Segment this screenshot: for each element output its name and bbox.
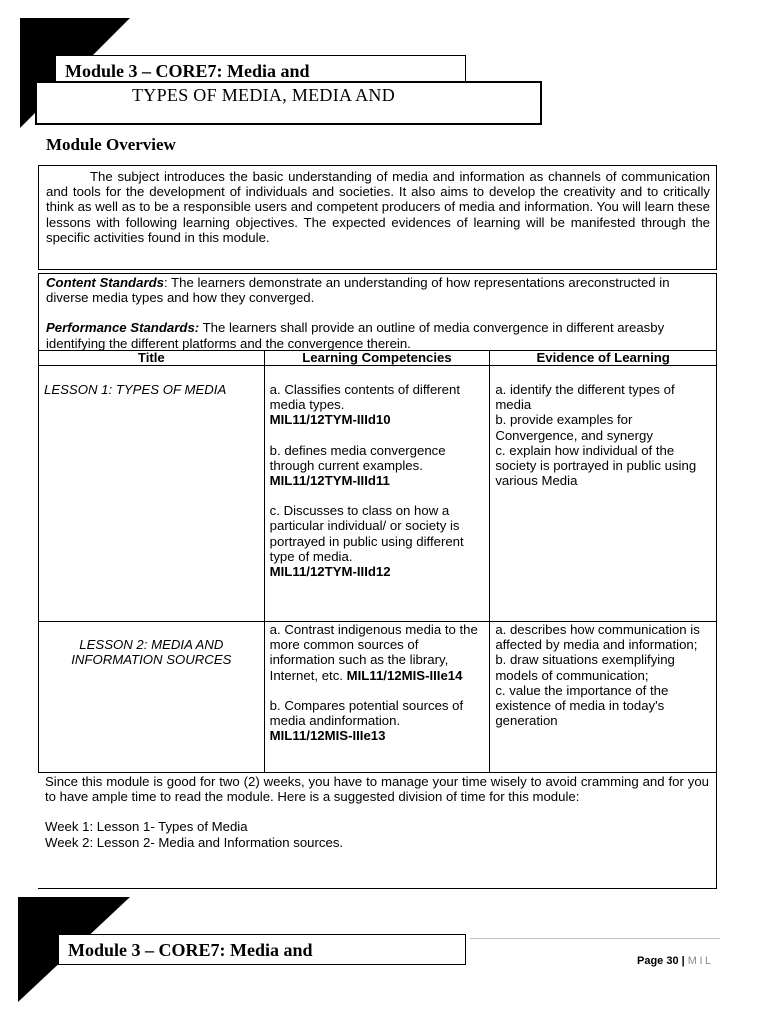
content-standards-label: Content Standards (46, 275, 164, 290)
competency-text: b. defines media convergence through current examples. (269, 442, 446, 473)
competency-code: MIL11/12MIS-IIIe13 (269, 728, 386, 744)
competency-code: MIL11/12TYM-IIId10 (269, 412, 391, 428)
lesson-2-title: LESSON 2: MEDIA AND INFORMATION SOURCES (39, 622, 265, 773)
evidence-item: b. draw situations exemplifying models of communication; (495, 652, 675, 683)
competency-code: MIL11/12TYM-IIId12 (269, 564, 391, 580)
competency-text: b. Compares potential sources of media andinformation. (269, 697, 464, 729)
competency-text: a. Classifies contents of different media types. (269, 382, 460, 413)
footer-module-title-box (58, 934, 466, 965)
evidence-item: c. value the importance of the existence of media in today's generation (495, 682, 669, 729)
competency-text (270, 622, 485, 683)
competency-code: MIL11/12TYM-IIId11 (269, 473, 390, 489)
footer-separator: | (681, 955, 685, 967)
lesson-1-evidence (490, 366, 717, 622)
col-competencies-header: Learning Competencies (264, 351, 490, 366)
performance-standards-text: The learners shall provide an outline of media convergence in different areasby identifying the different platforms and the convergence therein. (46, 320, 665, 351)
page-footer (637, 955, 714, 967)
page-number: Page 30 (637, 955, 679, 967)
time-note-box (38, 770, 717, 889)
performance-standards (46, 320, 709, 350)
competency-code: MIL11/12MIS-IIIe14 (346, 667, 463, 683)
evidence-item: a. describes how communication is affected by media and information; (495, 622, 700, 653)
competency-text: c. Discusses to class on how a particular individual/ or society is portrayed in public using different type of media. (269, 503, 464, 564)
content-standards (46, 275, 709, 305)
table-row (39, 366, 717, 622)
table-row (39, 622, 717, 773)
content-standards-text: : The learners demonstrate an understanding of how representations areconstructed in diverse media types and how they converged. (46, 275, 670, 306)
col-evidence-header: Evidence of Learning (490, 351, 717, 366)
evidence-item: c. explain how individual of the society is portrayed in public using various Media (495, 442, 697, 489)
footer-module-title: Module 3 – CORE7: Media and (68, 940, 313, 960)
module-overview-heading: Module Overview (46, 135, 176, 154)
competencies-table (38, 350, 717, 773)
week-1-plan: Week 1: Lesson 1- Types of Media (45, 819, 248, 835)
evidence-item: a. identify the different types of media (495, 382, 675, 413)
subject-code: MIL (687, 955, 714, 967)
types-title-box (35, 81, 542, 125)
performance-standards-label: Performance Standards: (46, 320, 200, 336)
col-title-header: Title (39, 351, 265, 366)
overview-intro-text: The subject introduces the basic understanding of media and information as channels of communication and tools for the development of individuals and societies. It also aims to develop the creativity and to critically think as well as to be a responsible users and competent producers of media and information. You will learn these lessons with following learning objectives. The expected evidences of learning will be manifested through the specific activities found in this module. (46, 169, 710, 245)
footer-divider (470, 938, 720, 939)
overview-intro-box (38, 165, 717, 270)
lesson-2-evidence (490, 622, 717, 773)
table-header-row (39, 351, 717, 366)
lesson-1-title: LESSON 1: TYPES OF MEDIA (39, 366, 265, 622)
standards-box (38, 273, 717, 351)
evidence-item: b. provide examples for Convergence, and synergy (495, 412, 653, 443)
lesson-1-competencies (264, 366, 490, 622)
week-2-plan: Week 2: Lesson 2- Media and Information sources. (45, 834, 344, 850)
time-note-text: Since this module is good for two (2) weeks, you have to manage your time wisely to avoid cramming and for you to have ample time to read the module. Here is a suggested division of time for this module: (45, 774, 709, 805)
lesson-2-competencies (264, 622, 490, 773)
types-title: TYPES OF MEDIA, MEDIA AND (132, 85, 396, 105)
competency-text-body: a. Contrast indigenous media to the more common sources of information such as the library, Internet, etc. (269, 622, 478, 683)
module-title: Module 3 – CORE7: Media and (65, 61, 310, 81)
